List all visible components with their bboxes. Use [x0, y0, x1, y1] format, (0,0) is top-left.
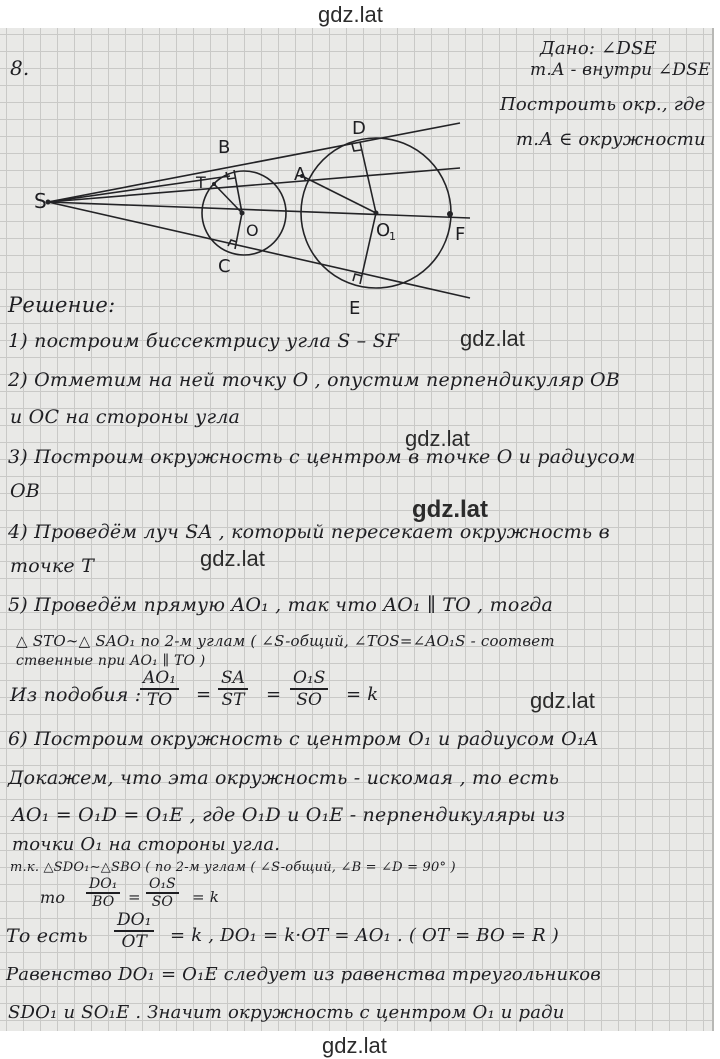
solution-line-9: △ STO∼△ SAO₁ по 2-м углам ( ∠S-общий, ∠TOS=∠AO₁S - соответ [16, 632, 555, 650]
equals-sign-3: = [128, 888, 141, 906]
ratio-fraction-2: $\frac{SA}{ST}$ [218, 668, 248, 710]
solution-line-6: 4) Проведём луч SA , который пересекает окружность в [8, 521, 610, 543]
equals-sign-2: = [266, 684, 282, 705]
given-line-2: т.А - внутри ∠DSE [530, 60, 711, 80]
ratio-k: = k [346, 684, 379, 705]
segment-ao1 [302, 176, 376, 213]
label-a: A [294, 164, 307, 185]
radius-o1e [360, 213, 376, 284]
label-s: S [34, 189, 47, 213]
watermark-bottom: gdz.lat [322, 1033, 387, 1058]
watermark-inline-5: gdz.lat [530, 688, 595, 713]
toest-rest: = k , DO₁ = k·OT = AO₁ . ( OT = BO = R ) [170, 925, 560, 946]
watermark-inline-3: gdz.lat [412, 496, 488, 523]
then-fraction-1: $\frac{\text{DO₁}}{BO}$ [86, 876, 120, 910]
label-t: T [196, 173, 206, 192]
solution-line-13: AO₁ = O₁D = O₁E , где O₁D и O₁E - перпендикуляры из [12, 804, 566, 826]
label-o1-subscript: 1 [389, 230, 396, 243]
final-line-2: SDO₁ и SO₁E . Значит окружность с центром O₁ и ради [8, 1002, 565, 1023]
toest-prefix: То есть [6, 925, 88, 947]
solution-line-1: 1) построим биссектрису угла S – SF [8, 330, 400, 352]
then-k: = k [192, 888, 220, 906]
label-f: F [455, 224, 466, 245]
given-line-3: Построить окр., где [500, 94, 706, 115]
solution-line-12: Докажем, что эта окружность - искомая , то есть [8, 767, 560, 789]
ratio-prefix: Из подобия : [10, 684, 142, 706]
watermark-inline-1: gdz.lat [460, 326, 525, 351]
label-b: B [218, 137, 231, 158]
watermark-inline-2: gdz.lat [405, 426, 470, 451]
equals-sign-1: = [196, 684, 212, 705]
label-o: O [246, 221, 259, 240]
radius-o1d [360, 142, 376, 213]
toest-fraction: $\frac{\text{DO₁}}{OT}$ [114, 910, 154, 952]
ratio-fraction-3: $\frac{\text{O₁S}}{SO}$ [290, 668, 328, 710]
ray-sa [48, 168, 460, 202]
ratio-fraction-1: $\frac{\text{AO₁}}{TO}$ [140, 668, 179, 710]
label-c: C [218, 256, 231, 277]
solution-line-7: точке T [10, 555, 94, 577]
problem-number: 8. [10, 56, 30, 80]
right-angle-d [352, 144, 361, 151]
final-line-1: Равенство DO₁ = O₁E следует из равенства треугольников [6, 964, 601, 985]
then-fraction-2: $\frac{\text{O₁S}}{SO}$ [146, 876, 179, 910]
watermark-inline-4: gdz.lat [200, 546, 265, 571]
solution-line-8: 5) Проведём прямую AO₁ , так что AO₁ ∥ TO , тогда [8, 594, 554, 616]
solution-line-14: точки O₁ на стороны угла. [12, 834, 281, 855]
ray-sd [48, 123, 460, 202]
label-e: E [349, 298, 361, 319]
given-line-4: т.А ∈ окружности [516, 129, 706, 150]
given-line-1: Дано: ∠DSE [540, 38, 657, 59]
solution-line-4: 3) Построим окружность с центром в точке O и радиусом [8, 446, 636, 468]
solution-line-11: 6) Построим окружность с центром O₁ и радиусом O₁A [8, 728, 599, 750]
solution-line-3: и OC на стороны угла [10, 406, 241, 428]
since-line: т.к. △SDO₁∼△SBO ( по 2-м углам ( ∠S-общий, ∠B = ∠D = 90° ) [10, 860, 456, 875]
notebook-page [0, 28, 714, 1031]
label-o1: O [376, 220, 391, 241]
radius-oc [235, 213, 242, 249]
solution-line-5: OB [10, 480, 40, 502]
solution-line-2: 2) Отметим на ней точку O , опустим перпендикуляр OB [8, 369, 620, 391]
solution-heading: Решение: [8, 293, 116, 317]
watermark-top: gdz.lat [318, 2, 383, 27]
solution-line-10: ственные при AO₁ ∥ TO ) [16, 653, 206, 669]
label-d: D [352, 118, 366, 139]
then-prefix: то [40, 888, 66, 907]
